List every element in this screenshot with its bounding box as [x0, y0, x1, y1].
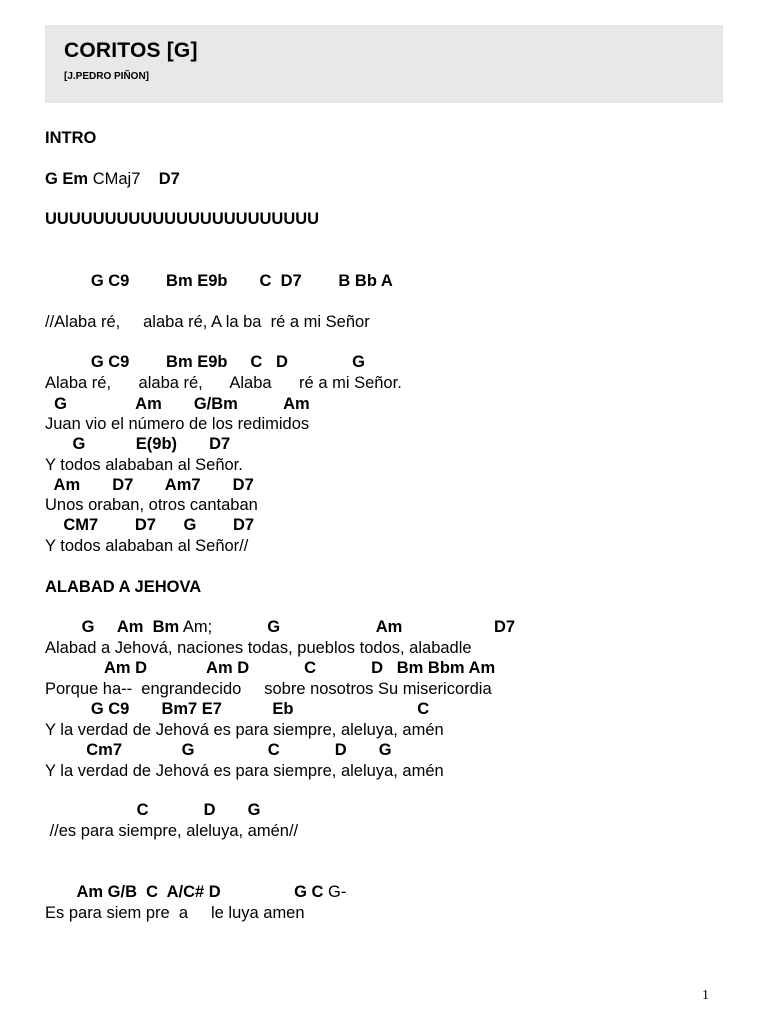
song-author: [J.PEDRO PIÑON] [64, 71, 150, 82]
intro-chords [45, 169, 180, 189]
lyric-line: Y la verdad de Jehová es para siempre, aleluya, amén [45, 721, 444, 739]
page-number: 1 [702, 988, 709, 1003]
chord-line: G C9 Bm E9b C D G [45, 353, 365, 371]
chord-bold: G Am D7 [212, 618, 516, 636]
chord-line: C D G [45, 801, 261, 819]
lyric-line: Y todos alababan al Señor// [45, 537, 249, 555]
lyric-line: Alabad a Jehová, naciones todas, pueblos todos, alabadle [45, 639, 472, 657]
song-title: CORITOS [G] [64, 39, 198, 62]
lyric-line: Unos oraban, otros cantaban [45, 496, 258, 514]
chord-bold: Am G/B C A/C# D G C [45, 883, 324, 901]
chord-line: G Am G/Bm Am [45, 395, 310, 413]
chord-line [45, 617, 515, 637]
intro-chord-normal: CMaj7 [88, 170, 159, 188]
section-alabad: ALABAD A JEHOVA [45, 578, 202, 596]
chord-normal: G- [323, 883, 347, 901]
song-header [45, 25, 723, 103]
intro-chord-bold2: D7 [158, 170, 180, 188]
lyric-line: Y todos alababan al Señor. [45, 456, 243, 474]
chord-normal: Am; [179, 618, 213, 636]
section-intro: INTRO [45, 129, 97, 147]
intro-strum: UUUUUUUUUUUUUUUUUUUUUUU [45, 210, 320, 228]
chord-line [45, 882, 346, 902]
lyric-line: //Alaba ré, alaba ré, A la ba ré a mi Señor [45, 313, 370, 331]
chord-line: Am D7 Am7 D7 [45, 476, 254, 494]
lyric-line: //es para siempre, aleluya, amén// [45, 822, 299, 840]
lyric-line: Porque ha-- engrandecido sobre nosotros Su misericordia [45, 680, 492, 698]
chord-line: Cm7 G C D G [45, 741, 392, 759]
intro-chord-bold: G Em [45, 170, 89, 188]
lyric-line: Y la verdad de Jehová es para siempre, aleluya, amén [45, 762, 444, 780]
chord-line: Am D Am D C D Bm Bbm Am [45, 659, 496, 677]
lyric-line: Juan vio el número de los redimidos [45, 415, 310, 433]
chord-bold: G Am Bm [45, 618, 180, 636]
chord-line: G C9 Bm E9b C D7 B Bb A [45, 272, 393, 290]
lyric-line: Es para siem pre a le luya amen [45, 904, 305, 922]
chord-line: CM7 D7 G D7 [45, 516, 255, 534]
chord-line: G C9 Bm7 E7 Eb C [45, 700, 430, 718]
lyric-line: Alaba ré, alaba ré, Alaba ré a mi Señor. [45, 374, 402, 392]
chord-line: G E(9b) D7 [45, 435, 231, 453]
